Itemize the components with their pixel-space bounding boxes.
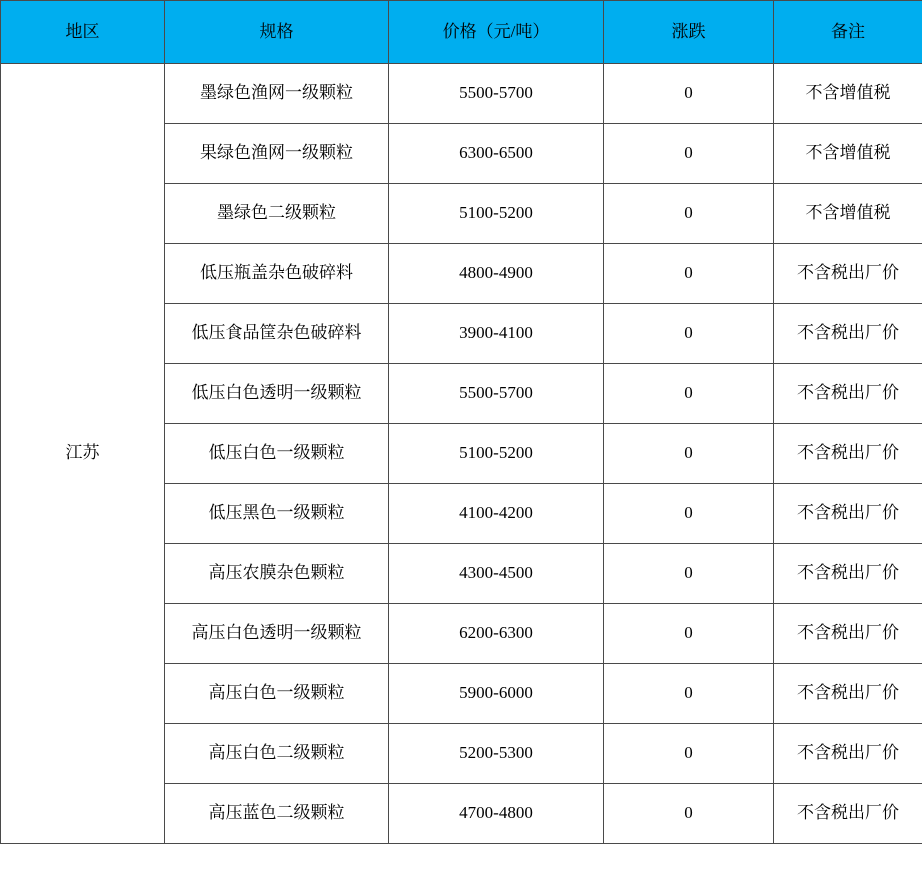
- note-cell: 不含增值税: [774, 64, 922, 124]
- price-cell: 6300-6500: [389, 124, 604, 184]
- spec-cell: 高压白色二级颗粒: [165, 724, 389, 784]
- change-cell: 0: [604, 664, 774, 724]
- price-cell: 5100-5200: [389, 184, 604, 244]
- change-cell: 0: [604, 424, 774, 484]
- note-cell: 不含税出厂价: [774, 784, 922, 844]
- note-cell: 不含增值税: [774, 184, 922, 244]
- spec-cell: 高压白色透明一级颗粒: [165, 604, 389, 664]
- change-cell: 0: [604, 64, 774, 124]
- region-cell: 江苏: [1, 64, 165, 844]
- note-cell: 不含税出厂价: [774, 484, 922, 544]
- price-cell: 5900-6000: [389, 664, 604, 724]
- note-cell: 不含税出厂价: [774, 664, 922, 724]
- column-header-price: 价格（元/吨）: [389, 1, 604, 64]
- note-cell: 不含税出厂价: [774, 304, 922, 364]
- spec-cell: 墨绿色渔网一级颗粒: [165, 64, 389, 124]
- note-cell: 不含税出厂价: [774, 364, 922, 424]
- spec-cell: 果绿色渔网一级颗粒: [165, 124, 389, 184]
- price-cell: 6200-6300: [389, 604, 604, 664]
- column-header-change: 涨跌: [604, 1, 774, 64]
- spec-cell: 墨绿色二级颗粒: [165, 184, 389, 244]
- table-row: [1, 64, 922, 124]
- note-cell: 不含税出厂价: [774, 424, 922, 484]
- spec-cell: 低压白色一级颗粒: [165, 424, 389, 484]
- column-header-spec: 规格: [165, 1, 389, 64]
- change-cell: 0: [604, 544, 774, 604]
- price-cell: 5100-5200: [389, 424, 604, 484]
- note-cell: 不含税出厂价: [774, 604, 922, 664]
- price-cell: 3900-4100: [389, 304, 604, 364]
- price-cell: 4700-4800: [389, 784, 604, 844]
- note-cell: 不含增值税: [774, 124, 922, 184]
- spec-cell: 高压农膜杂色颗粒: [165, 544, 389, 604]
- price-cell: 4800-4900: [389, 244, 604, 304]
- spec-cell: 低压食品筐杂色破碎料: [165, 304, 389, 364]
- table-body: [1, 64, 922, 844]
- spec-cell: 低压黑色一级颗粒: [165, 484, 389, 544]
- table-header-row: [1, 1, 922, 64]
- price-cell: 4300-4500: [389, 544, 604, 604]
- spec-cell: 低压瓶盖杂色破碎料: [165, 244, 389, 304]
- spec-cell: 高压白色一级颗粒: [165, 664, 389, 724]
- price-cell: 5500-5700: [389, 364, 604, 424]
- change-cell: 0: [604, 304, 774, 364]
- column-header-region: 地区: [1, 1, 165, 64]
- change-cell: 0: [604, 784, 774, 844]
- change-cell: 0: [604, 724, 774, 784]
- change-cell: 0: [604, 484, 774, 544]
- note-cell: 不含税出厂价: [774, 244, 922, 304]
- change-cell: 0: [604, 184, 774, 244]
- spec-cell: 低压白色透明一级颗粒: [165, 364, 389, 424]
- change-cell: 0: [604, 244, 774, 304]
- price-cell: 5500-5700: [389, 64, 604, 124]
- change-cell: 0: [604, 604, 774, 664]
- price-cell: 5200-5300: [389, 724, 604, 784]
- note-cell: 不含税出厂价: [774, 724, 922, 784]
- note-cell: 不含税出厂价: [774, 544, 922, 604]
- spec-cell: 高压蓝色二级颗粒: [165, 784, 389, 844]
- table-header: [1, 1, 922, 64]
- change-cell: 0: [604, 124, 774, 184]
- change-cell: 0: [604, 364, 774, 424]
- price-cell: 4100-4200: [389, 484, 604, 544]
- column-header-note: 备注: [774, 1, 922, 64]
